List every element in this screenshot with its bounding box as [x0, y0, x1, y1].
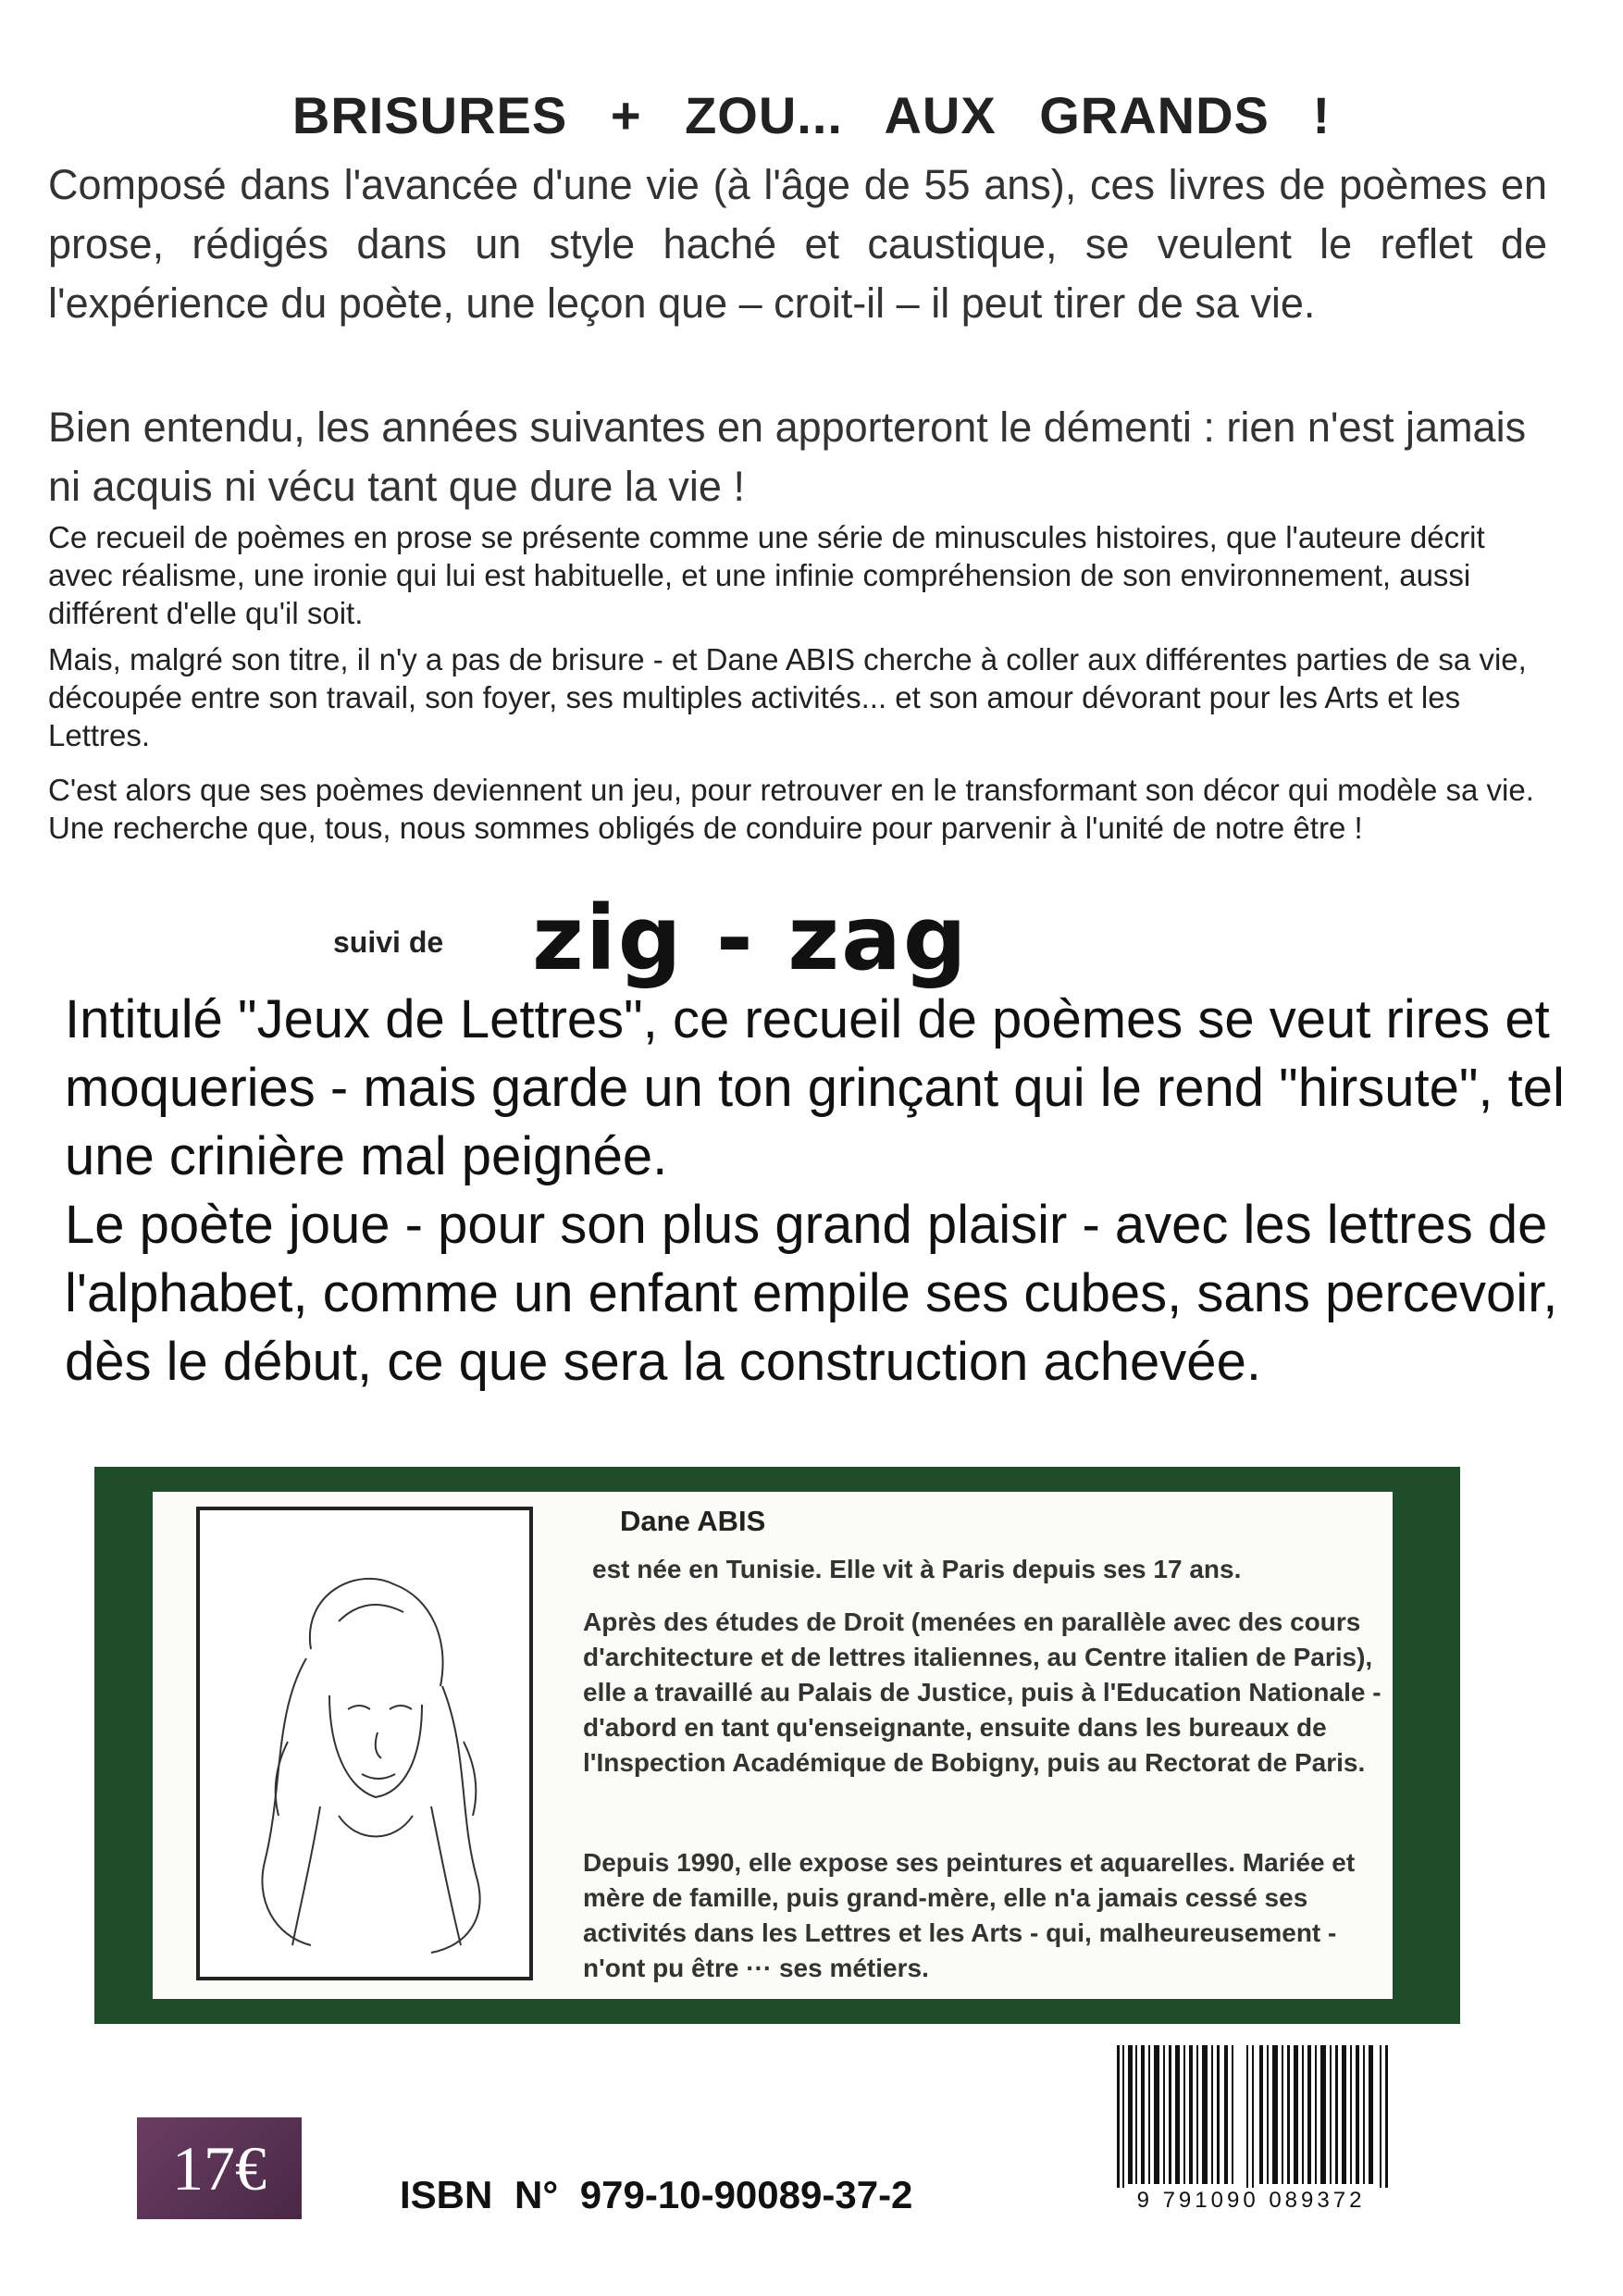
second-book-paragraph-1: Intitulé "Jeux de Lettres", ce recueil de poèmes se veut rires et moqueries - mais garde un ton grinçant qui le rend "hirsute", tel une crinière mal peignée. — [65, 989, 1565, 1186]
intro-paragraph-2: Bien entendu, les années suivantes en apporteront le démenti : rien n'est jamais ni acquis ni vécu tant que dure la vie ! — [48, 403, 1527, 510]
page-title: BRISURES + ZOU... AUX GRANDS ! — [291, 86, 1332, 144]
author-bio-paragraph-1: Après des études de Droit (menées en parallèle avec des cours d'architecture et de lettres italiennes, au Centre italien de Paris), elle a travaillé au Palais de Justice, puis à l'Education Nationale - d'abord en tant qu'enseignante, ensuite dans les bureaux de l'Inspection Académique de Bobigny, puis au Rectorat de Paris. — [583, 1607, 1381, 1777]
isbn-label: ISBN N° 979-10-90089-37-2 — [400, 2173, 913, 2216]
summary-paragraph-1: Ce recueil de poèmes en prose se présente comme une série de minuscules histoires, que l'auteure décrit avec réalisme, une ironie qui lui est habituelle, et une infinie compréhension de son environnement, aussi différent d'elle qu'il soit. — [48, 520, 1485, 630]
barcode-digits: 9 791090 089372 — [1094, 2188, 1408, 2214]
second-book-title: zig - zag — [532, 887, 969, 990]
author-birth: est née en Tunisie. Elle vit à Paris depuis ses 17 ans. — [592, 1555, 1242, 1583]
intro-paragraph-1: Composé dans l'avancée d'une vie (à l'âge de 55 ans), ces livres de poèmes en prose, rédigés dans un style haché et caustique, se veulent le reflet de l'expérience du poète, une leçon que – croit-il – il peut tirer de sa vie. — [48, 161, 1547, 327]
summary-paragraph-3: C'est alors que ses poèmes deviennent un jeu, pour retrouver en le transformant son décor qui modèle sa vie. Une recherche que, tous, nous sommes obligés de conduire pour parvenir à l'unité de notre être ! — [48, 773, 1534, 845]
followed-by-label: suivi de — [333, 925, 444, 959]
author-portrait — [196, 1507, 533, 1980]
portrait-sketch-icon — [200, 1510, 529, 1977]
second-book-paragraph-2: Le poète joue - pour son plus grand plaisir - avec les lettres de l'alphabet, comme un enfant empile ses cubes, sans percevoir, dès le début, ce que sera la construction achevée. — [65, 1195, 1558, 1392]
summary-paragraph-2: Mais, malgré son titre, il n'y a pas de brisure - et Dane ABIS cherche à coller aux différentes parties de sa vie, découpée entre son travail, son foyer, ses multiples activités... et son amour dévorant pour les Arts et les Lettres. — [48, 642, 1527, 752]
price-badge: 17€ — [137, 2117, 302, 2219]
barcode-icon — [1115, 2045, 1393, 2201]
author-bio-paragraph-2: Depuis 1990, elle expose ses peintures et aquarelles. Mariée et mère de famille, puis grand-mère, elle n'a jamais cessé ses activités dans les Lettres et les Arts - qui, malheureusement - n'ont pu être ··· ses métiers. — [583, 1848, 1356, 1982]
second-book-description — [65, 986, 1582, 1396]
author-name: Dane ABIS — [620, 1505, 766, 1537]
